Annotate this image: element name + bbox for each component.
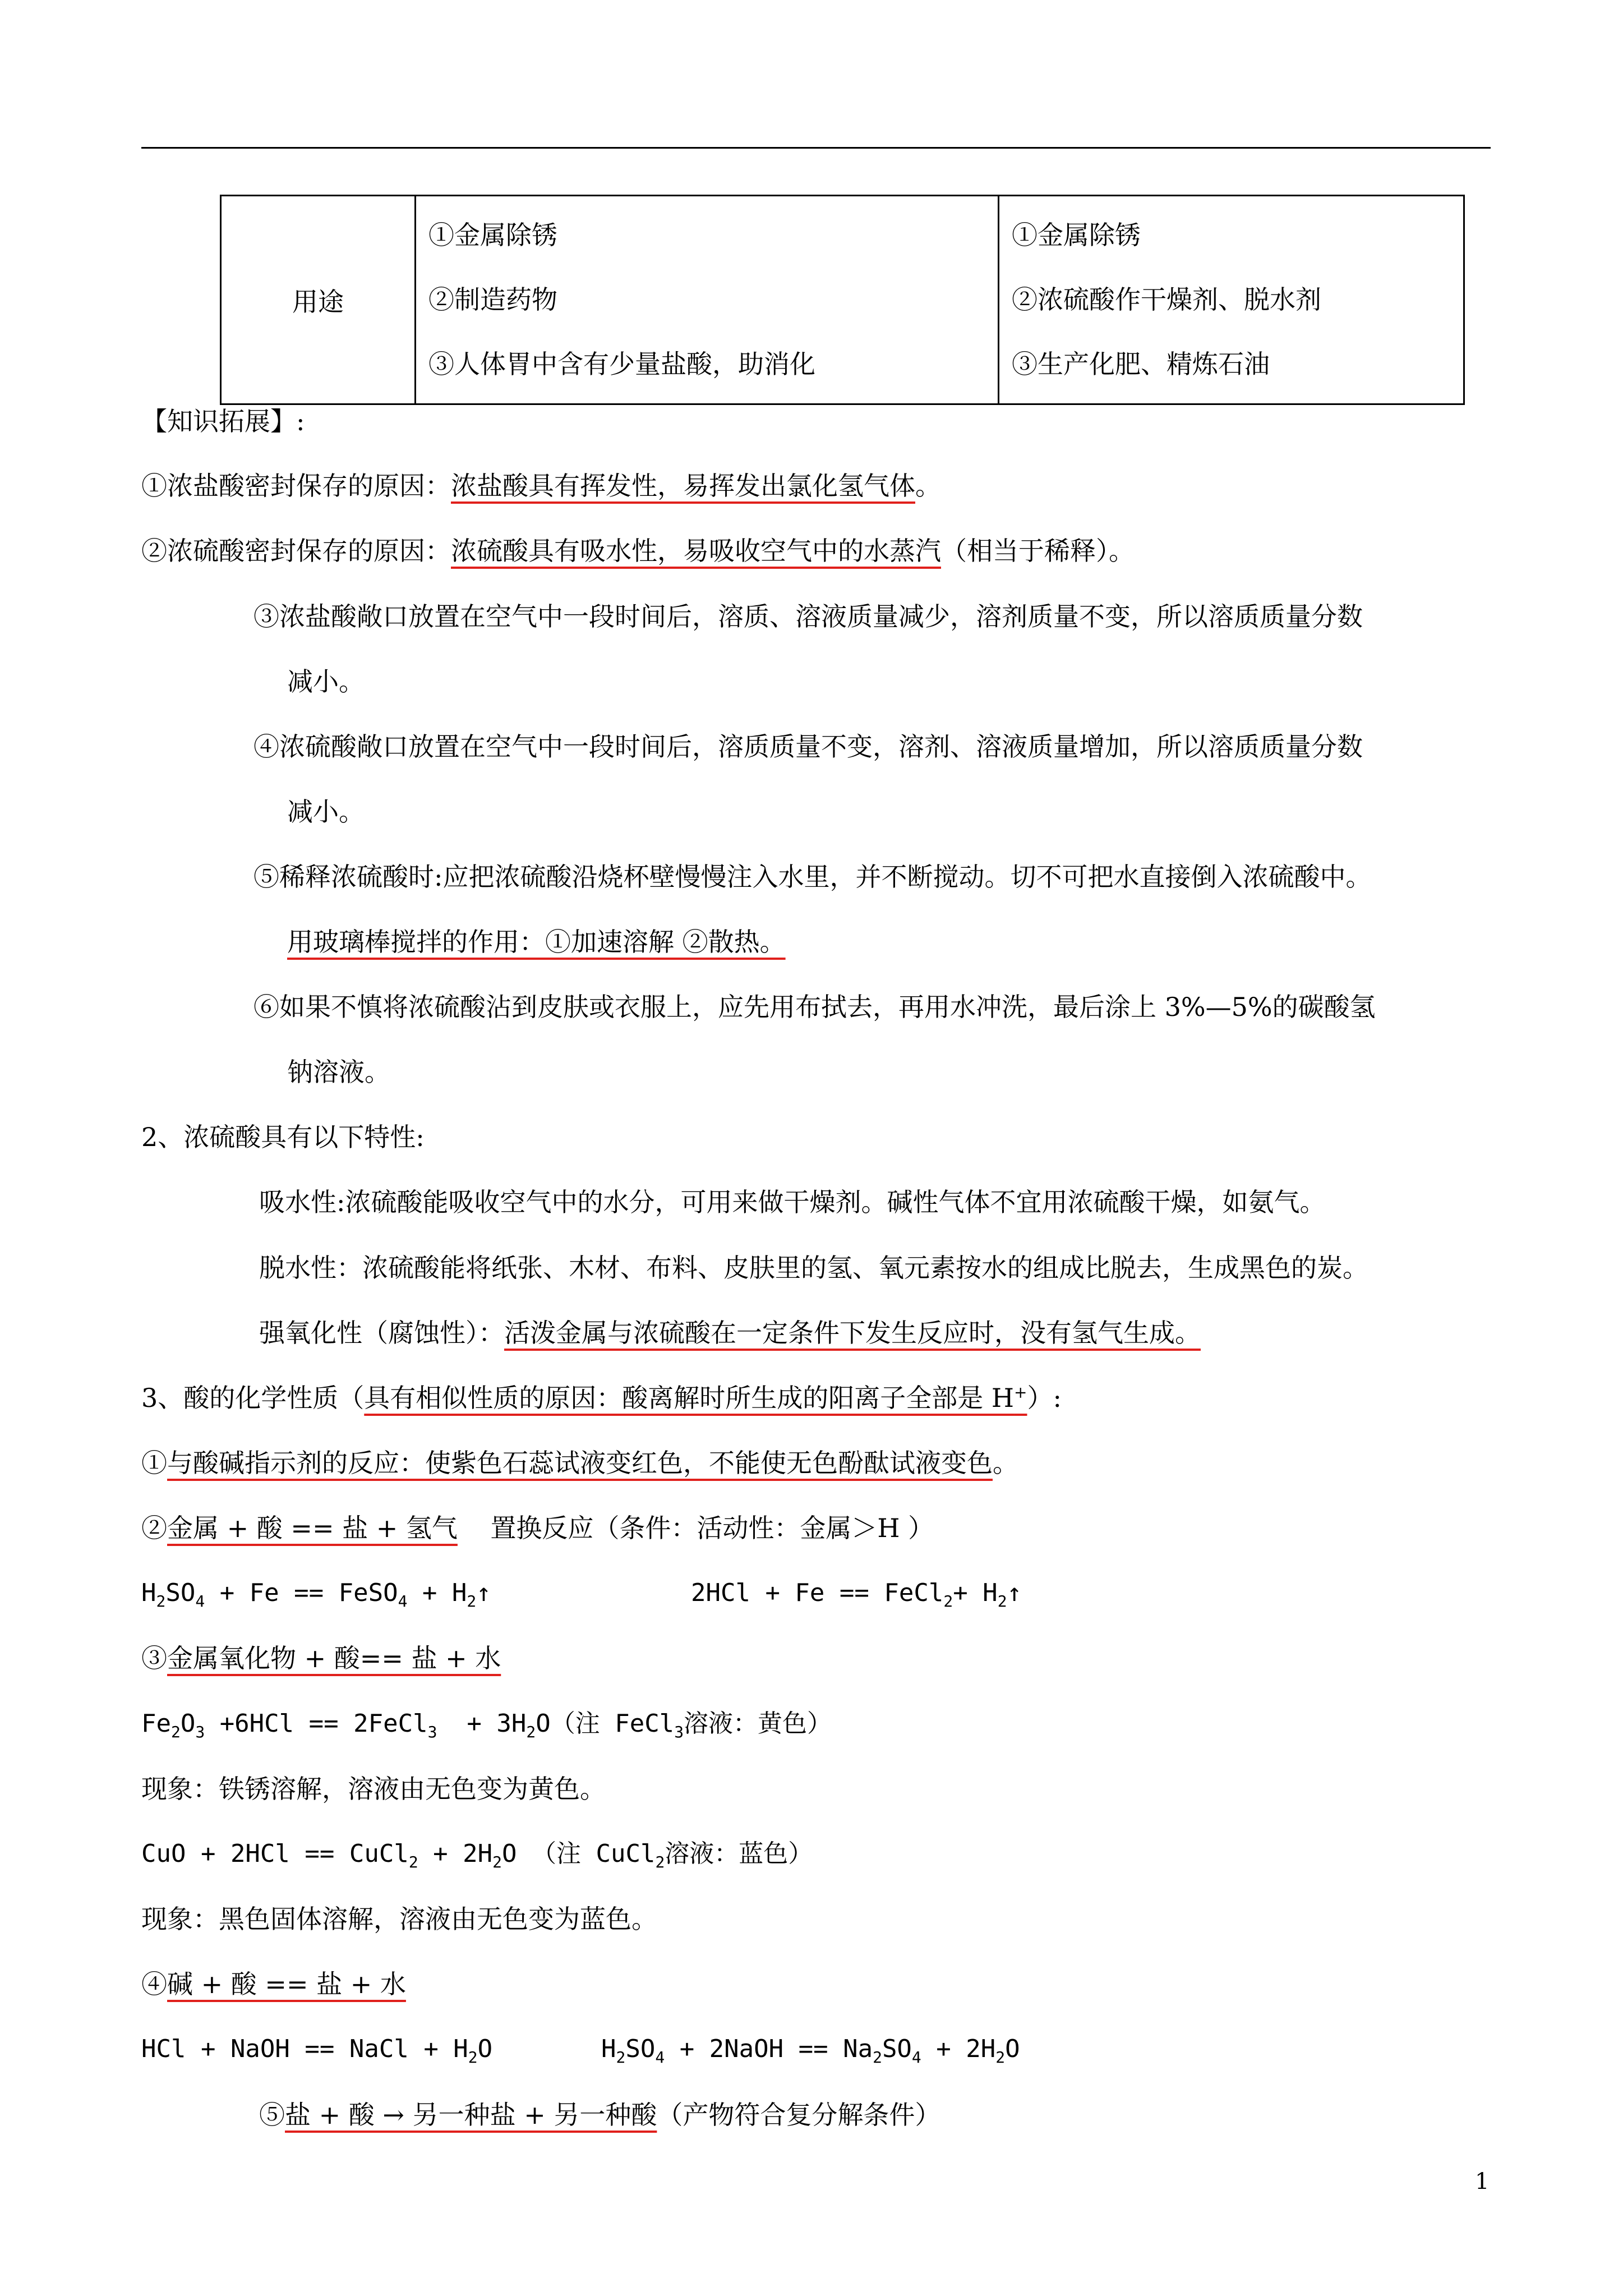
sec3-prop-1: ①与酸碱指示剂的反应：使紫色石蕊试液变红色，不能使无色酚酞试液变色。: [141, 1448, 1018, 1478]
header-rule: [141, 147, 1491, 149]
h2so4-use-1: ①金属除锈: [1012, 220, 1141, 250]
ext-line-1: ①浓盐酸密封保存的原因：浓盐酸具有挥发性，易挥发出氯化氢气体。: [141, 471, 941, 501]
hcl-use-1: ①金属除锈: [428, 220, 557, 250]
ext-line-6a: ⑥如果不慎将浓硫酸沾到皮肤或衣服上，应先用布拭去，再用水冲洗，最后涂上 3%—5%的碳酸氢: [253, 992, 1376, 1022]
knowledge-ext-title: 【知识拓展】:: [141, 406, 305, 436]
hcl-use-3: ③人体胃中含有少量盐酸，助消化: [428, 349, 815, 379]
sec3-prop-3: ③金属氧化物 + 酸== 盐 + 水: [141, 1643, 501, 1673]
equation-hcl-naoh: HCl + NaOH == NaCl + $H_2O$: [141, 2035, 493, 2067]
ext-line-3b: 减小。: [287, 666, 365, 697]
equation-h2so4-naoh: $H_2SO_4$ + 2NaOH == $Na_2SO_4 + 2H_2O$: [601, 2035, 1020, 2067]
ext-line-6b: 钠溶液。: [287, 1057, 390, 1087]
sec3-title: 3、酸的化学性质（具有相似性质的原因：酸离解时所生成的阳离子全部是 H+）:: [141, 1383, 1062, 1413]
hcl-use-2: ②制造药物: [428, 284, 557, 315]
sec3-prop-2: ②金属 + 酸 == 盐 + 氢气 置换反应（条件：活动性：金属＞H ）: [141, 1513, 934, 1543]
sec3-prop-4: ④碱 + 酸 == 盐 + 水: [141, 1969, 406, 1999]
ext-line-5b: 用玻璃棒搅拌的作用：①加速溶解 ②散热。: [287, 927, 786, 957]
uses-header: 用途: [221, 196, 416, 404]
sec2-oxidation: 强氧化性（腐蚀性）：活泼金属与浓硫酸在一定条件下发生反应时，没有氢气生成。: [259, 1318, 1201, 1348]
page-number: 1: [1475, 2169, 1490, 2194]
equation-cuo-hcl: CuO + 2HCl == CuCl$_2$ + $2H_2O$ （注 CuCl$_2$溶液：蓝色）: [141, 1839, 813, 1871]
h2so4-uses: [999, 196, 1464, 404]
ext-line-4b: 减小。: [287, 797, 365, 827]
h2so4-use-2: ②浓硫酸作干燥剂、脱水剂: [1012, 284, 1321, 315]
ext-line-5a: ⑤稀释浓硫酸时:应把浓硫酸沿烧杯壁慢慢注入水里，并不断搅动。切不可把水直接倒入浓硫酸中。: [253, 862, 1372, 892]
sec2-title: 2、浓硫酸具有以下特性:: [141, 1122, 425, 1152]
ext-line-4a: ④浓硫酸敞口放置在空气中一段时间后，溶质质量不变，溶剂、溶液质量增加，所以溶质质量分数: [253, 731, 1363, 762]
hcl-uses: [416, 196, 999, 404]
equation-hcl-fe: 2HCl + Fe == FeCl$_2$+ $H_2↑$: [691, 1579, 1022, 1611]
observation-1: 现象：铁锈溶解，溶液由无色变为黄色。: [141, 1774, 606, 1804]
sec2-water-absorb: 吸水性:浓硫酸能吸收空气中的水分，可用来做干燥剂。碱性气体不宜用浓硫酸干燥，如氨气。: [259, 1187, 1326, 1217]
observation-2: 现象：黑色固体溶解，溶液由无色变为蓝色。: [141, 1904, 657, 1934]
equation-fe2o3-hcl: $Fe_2O_3 +6HCl$ == 2FeCl$_3$ + $3H_2O$（注 FeCl$_3$溶液：黄色）: [141, 1709, 832, 1741]
sec2-dehydration: 脱水性：浓硫酸能将纸张、木材、布料、皮肤里的氢、氧元素按水的组成比脱去，生成黑色的炭。: [259, 1253, 1368, 1283]
ext-line-2: ②浓硫酸密封保存的原因：浓硫酸具有吸水性，易吸收空气中的水蒸汽（相当于稀释）。: [141, 536, 1135, 566]
h2so4-use-3: ③生产化肥、精炼石油: [1012, 349, 1270, 379]
ext-line-3a: ③浓盐酸敞口放置在空气中一段时间后，溶质、溶液质量减少，溶剂质量不变，所以溶质质量分数: [253, 601, 1363, 632]
uses-table: [220, 195, 1465, 405]
equation-h2so4-fe: $H_2SO_4 + Fe$ == FeSO$_4$ + $H_2↑$: [141, 1579, 491, 1611]
sec3-prop-5: ⑤盐 + 酸 → 另一种盐 + 另一种酸（产物符合复分解条件）: [259, 2100, 941, 2130]
